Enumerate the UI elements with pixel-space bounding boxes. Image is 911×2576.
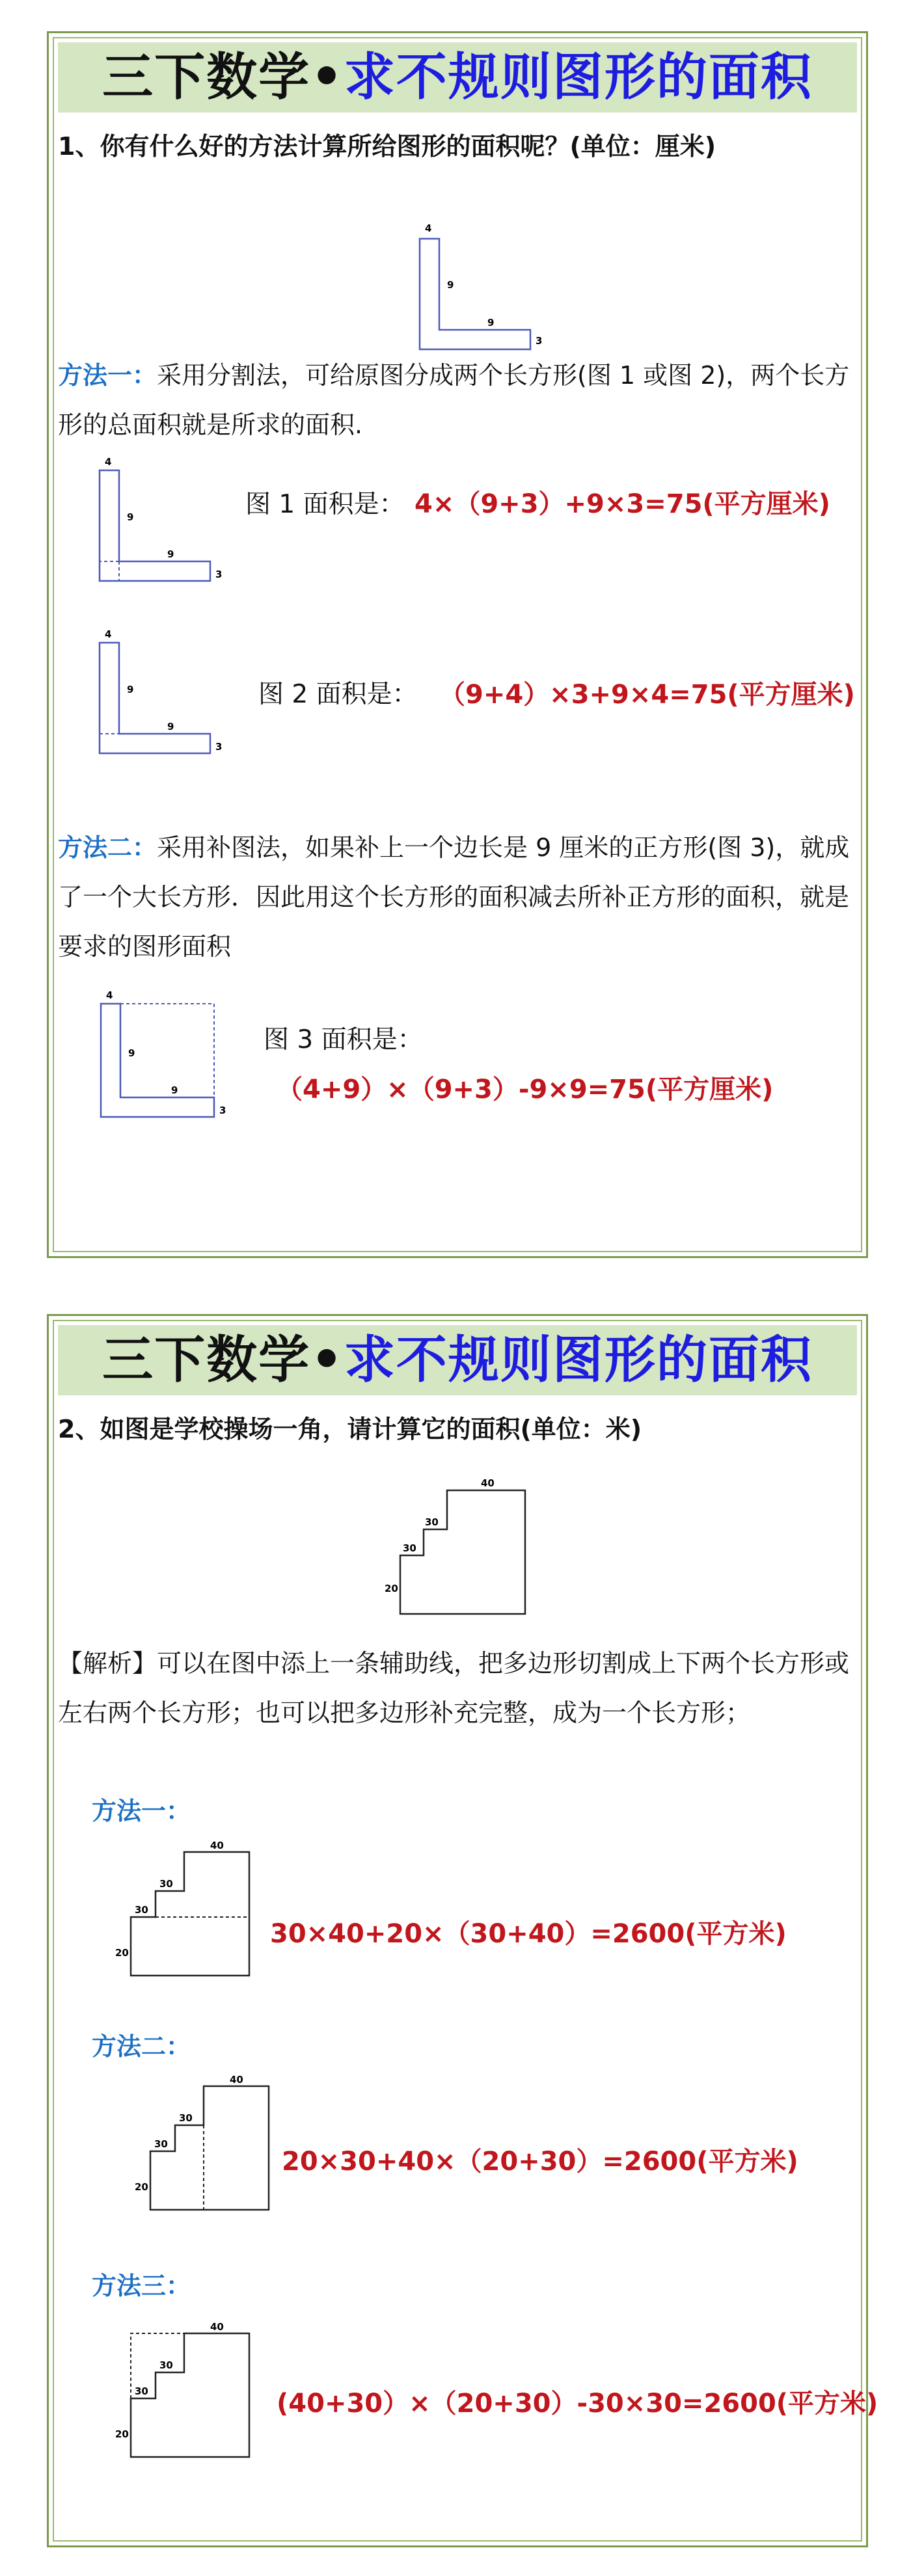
fig2-label-mid: 9 bbox=[127, 684, 134, 695]
label-bottom: 9 bbox=[487, 317, 495, 329]
figure-2-caption: 图 2 面积是： bbox=[258, 680, 418, 709]
method-3-formula: (40+30）×（20+30）-30×30=2600(平方米) bbox=[277, 2389, 878, 2419]
figure-1-formula: 4×（9+3）+9×3=75(平方厘米) bbox=[415, 489, 830, 519]
m1-label-upper: 30 bbox=[159, 1878, 173, 1890]
method-2-label: 方法二： bbox=[58, 833, 157, 862]
method-2-paragraph bbox=[58, 823, 858, 971]
question-2: 2、如图是学校操场一角，请计算它的面积(单位：米) bbox=[58, 1415, 642, 1443]
fig2-label-top: 4 bbox=[105, 628, 112, 640]
m2-label-left: 20 bbox=[135, 2181, 148, 2193]
figure-2 bbox=[88, 628, 238, 785]
m3-label-upper: 30 bbox=[159, 2359, 173, 2371]
fig1-label-top: 4 bbox=[105, 456, 112, 468]
method-1-label: 方法一： bbox=[92, 1797, 191, 1825]
label-upper: 30 bbox=[425, 1516, 439, 1528]
figure-1-caption: 图 1 面积是： bbox=[245, 490, 405, 519]
analysis-paragraph: 【解析】可以在图中添上一条辅助线，把多边形切割成上下两个长方形或左右两个长方形；也可以把多边形补充完整，成为一个长方形； bbox=[58, 1649, 850, 1727]
fig1-label-right: 3 bbox=[215, 569, 223, 580]
label-lower: 30 bbox=[403, 1542, 416, 1554]
label-mid: 9 bbox=[447, 279, 454, 291]
label-top: 4 bbox=[425, 222, 432, 234]
question-1: 1、你有什么好的方法计算所给图形的面积呢？(单位：厘米) bbox=[58, 132, 716, 161]
m3-label-lower: 30 bbox=[135, 2385, 148, 2397]
label-left: 20 bbox=[385, 1583, 398, 1594]
method-1-text: 采用分割法，可给原图分成两个长方形(图 1 或图 2)，两个长方形的总面积就是所求的面积. bbox=[58, 361, 850, 439]
figure-3-formula: （4+9）×（9+3）-9×9=75(平方厘米) bbox=[277, 1075, 774, 1105]
problem-2-panel bbox=[47, 1314, 878, 2547]
panel-1-title bbox=[58, 42, 857, 113]
method-1-figure bbox=[114, 1842, 277, 1991]
method-3-label: 方法三： bbox=[92, 2272, 191, 2300]
method-2-figure bbox=[114, 2074, 283, 2231]
fig1-label-bottom: 9 bbox=[167, 548, 174, 560]
title-main: 求不规则图形的面积 bbox=[344, 1331, 813, 1389]
fig3-label-bottom: 9 bbox=[171, 1084, 178, 1096]
method-1-paragraph bbox=[58, 351, 858, 449]
m2-label-lower: 30 bbox=[154, 2138, 168, 2150]
title-prefix: 三下数学• bbox=[102, 1331, 344, 1389]
figure-3 bbox=[89, 989, 245, 1152]
fig3-label-top: 4 bbox=[106, 989, 113, 1001]
fig1-label-mid: 9 bbox=[127, 511, 134, 523]
m2-label-upper: 30 bbox=[179, 2112, 193, 2124]
method-3-figure bbox=[101, 2318, 270, 2474]
method-2-formula: 20×30+40×（20+30）=2600(平方米) bbox=[282, 2147, 798, 2177]
title-main: 求不规则图形的面积 bbox=[344, 48, 813, 107]
title-prefix: 三下数学• bbox=[102, 48, 344, 107]
staircase-figure bbox=[381, 1475, 550, 1628]
problem-1-panel bbox=[47, 31, 868, 1258]
fig3-label-mid: 9 bbox=[128, 1047, 135, 1059]
method-1-formula: 30×40+20×（30+40）=2600(平方米) bbox=[270, 1919, 787, 1949]
figure-2-formula: （9+4）×3+9×4=75(平方厘米) bbox=[439, 680, 855, 710]
m1-label-top: 40 bbox=[210, 1842, 224, 1851]
label-right: 3 bbox=[536, 335, 543, 347]
panel-2-title bbox=[58, 1325, 857, 1395]
fig2-label-right: 3 bbox=[215, 741, 223, 753]
m2-label-top: 40 bbox=[230, 2074, 243, 2086]
method-2-label: 方法二： bbox=[92, 2032, 191, 2061]
l-shape-figure bbox=[374, 184, 543, 364]
fig2-label-bottom: 9 bbox=[167, 721, 174, 732]
m1-label-left: 20 bbox=[115, 1947, 129, 1959]
m3-label-left: 20 bbox=[115, 2428, 129, 2440]
m3-label-top: 40 bbox=[210, 2321, 224, 2333]
figure-3-caption: 图 3 面积是： bbox=[264, 1025, 423, 1054]
label-top: 40 bbox=[481, 1477, 495, 1489]
m1-label-lower: 30 bbox=[135, 1904, 148, 1916]
figure-1 bbox=[88, 456, 238, 612]
method-1-label: 方法一： bbox=[58, 361, 157, 390]
fig3-label-right: 3 bbox=[219, 1105, 226, 1116]
method-2-text: 采用补图法，如果补上一个边长是 9 厘米的正方形(图 3)，就成了一个大长方形．因此用这个长方形的面积减去所补正方形的面积，就是要求的图形面积 bbox=[58, 833, 850, 961]
